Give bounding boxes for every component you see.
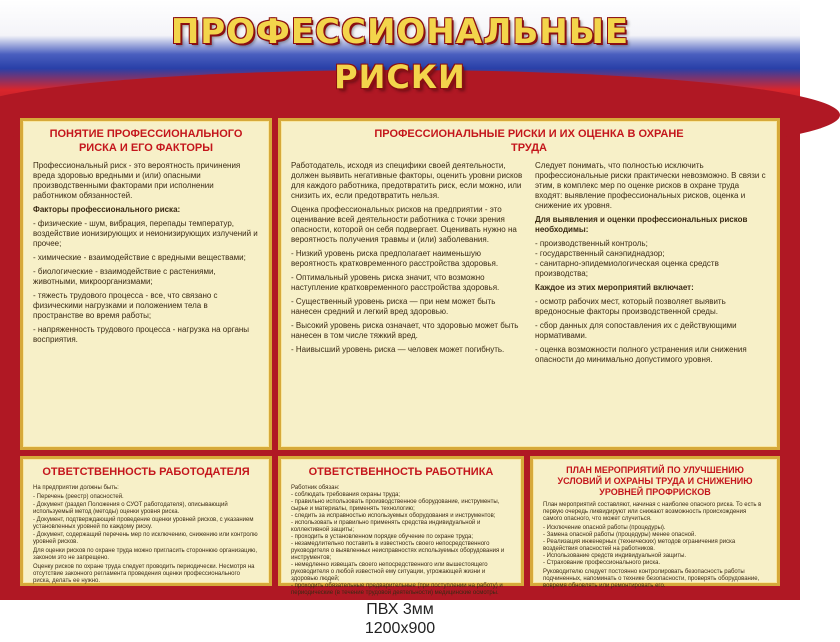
paragraph: - Наивысший уровень риска — человек может погибнуть. xyxy=(291,345,505,354)
paragraph: - тяжесть трудового процесса - все, что связано с физическими нагрузками и положением тела в пространстве во время работы; xyxy=(33,291,218,320)
panel-text xyxy=(33,161,259,345)
paragraph: - Страхование профессионального риска. xyxy=(543,560,661,566)
paragraph: - сбор данных для сопоставления их с действующими нормативами. xyxy=(535,321,737,340)
paragraph: - производственный контроль; xyxy=(535,239,648,248)
board-title-line2: РИСКИ xyxy=(334,58,466,96)
paragraph: - Исключение опасной работы (процедуры). xyxy=(543,525,666,531)
paragraph: - Высокий уровень риска означает, что здоровью может быть нанесен в том числе тяжкий вред. xyxy=(291,321,519,340)
material-label: ПВХ 3мм xyxy=(366,601,434,618)
paragraph: Следует понимать, что полностью исключить профессиональные риски практически невозможно. В связи с этим, в комплекс мер по оценке рисков в охране труда входят: выявление профессиональных рисков, оценка и снижение их уровня. xyxy=(535,161,766,210)
paragraph: - Использование средств индивидуальной защиты. xyxy=(543,553,687,559)
paragraph: План мероприятий составляют, начиная с наиболее опасного риска. То есть в первую очередь ликвидируют или снижают возможность происхождения самого опасного, что может случиться. xyxy=(543,502,762,522)
paragraph: - Оптимальный уровень риска значит, что возможно наступление кратковременного расстройства здоровья. xyxy=(291,273,500,292)
paragraph: Работник обязан: xyxy=(291,485,340,491)
paragraph: Профессиональный риск - это вероятность причинения вреда здоровью вредными и (или) опасными производственными факторами при исполнении работником обязанностей. xyxy=(33,161,241,200)
paragraph: - проходить обязательные предварительные (при поступлении на работу) и периодические (в течение трудовой деятельности) медицинские осмотры. xyxy=(291,583,503,596)
paragraph: - оценка возможности полного устранения или снижения опасности до минимально допустимого уровня. xyxy=(535,345,747,364)
product-caption xyxy=(0,600,800,642)
panel-heading: ПРОФЕССИОНАЛЬНЫЕ РИСКИ И ИХ ОЦЕНКА В ОХРАНЕ ТРУДА xyxy=(374,128,684,154)
paragraph: - незамедлительно поставить в известность своего непосредственного руководителя о выявленных неисправностях используемых оборудования и инструментов; xyxy=(291,541,505,561)
paragraph: - правильно использовать производственное оборудование, инструменты, сырье и материалы, применять технологию; xyxy=(291,499,500,512)
column-left xyxy=(291,161,523,369)
panel-heading: ПЛАН МЕРОПРИЯТИЙ ПО УЛУЧШЕНИЮ УСЛОВИЙ И ОХРАНЫ ТРУДА И СНИЖЕНИЮ УРОВНЕЙ ПРОФРИСКОВ xyxy=(557,465,753,497)
paragraph: - Низкий уровень риска предполагает наименьшую вероятность кратковременного расстройства здоровья. xyxy=(291,249,499,268)
paragraph: - соблюдать требования охраны труда; xyxy=(291,492,401,498)
paragraph: - Документ, подтверждающий проведение оценки уровней рисков, с указанием установленных уровней по каждому риску. xyxy=(33,517,254,530)
board-title-line1: ПРОФЕССИОНАЛЬНЫЕ xyxy=(170,12,630,52)
paragraph: - Существенный уровень риска — при нем может быть нанесен средний и легкий вред здоровью. xyxy=(291,297,496,316)
panel-text xyxy=(33,485,259,585)
panel-employer-responsibility xyxy=(20,456,272,586)
panel-worker-responsibility xyxy=(278,456,524,596)
panel-text xyxy=(543,502,767,590)
panel-text xyxy=(291,485,511,597)
panel-heading: ОТВЕТСТВЕННОСТЬ РАБОТНИКА xyxy=(308,466,494,478)
panel-risk-concept xyxy=(20,118,272,450)
paragraph: Для выявления и оценки профессиональных рисков необходимы: xyxy=(535,215,748,234)
paragraph: - Документ (раздел Положения о СУОТ работодателя), описывающий используемый метод (методы) оценки уровня риска. xyxy=(33,502,228,515)
size-label: 1200х900 xyxy=(364,620,436,637)
panel-columns xyxy=(291,161,767,369)
paragraph: - проходить в установленном порядке обучение по охране труда; xyxy=(291,534,474,540)
paragraph: - немедленно извещать своего непосредственного или вышестоящего руководителя о любой известной ему ситуации, угрожающей жизни и здоровью людей; xyxy=(291,562,488,582)
paragraph: - Замена опасной работы (процедуры) менее опасной. xyxy=(543,532,696,538)
paragraph: - физические - шум, вибрация, перепады температур, воздействие ионизирующих и неионизирующих излучений и прочее; xyxy=(33,219,258,248)
panel-risk-assessment xyxy=(278,118,780,450)
paragraph: Оценка профессиональных рисков на предприятии - это оценивание всей деятельности работника с точки зрения опасности, которой он себя подвергает. Оценивать нужно на вероятность получения травмы и (или) заболевания. xyxy=(291,205,517,244)
paragraph: На предприятии должны быть: xyxy=(33,485,119,491)
paragraph: Руководителю следует постоянно контролировать безопасность работы подчиненных, напоминать о технике безопасности, проверять оборудование, вовремя обновлять или ремонтировать его. xyxy=(543,569,760,589)
paragraph: - использовать и правильно применять средства индивидуальной и коллективной защиты; xyxy=(291,520,481,533)
column-right xyxy=(535,161,767,369)
paragraph: - Реализация инженерных (технических) методов ограничения риска воздействия опасностей на работников. xyxy=(543,539,736,552)
paragraph: Факторы профессионального риска: xyxy=(33,205,181,214)
paragraph: - санитарно-эпидемиологическая оценка средств производства; xyxy=(535,259,719,278)
paragraph: Каждое из этих мероприятий включает: xyxy=(535,283,694,292)
paragraph: Работодатель, исходя из специфики своей деятельности, должен выявить негативные факторы, оценить уровни рисков для каждого работника, предотвратить риск, если можно, или снизить их, если предотвратить нельзя. xyxy=(291,161,523,200)
paragraph: - Перечень (реестр) опасностей. xyxy=(33,494,124,500)
paragraph: - химические - взаимодействие с вредными веществами; xyxy=(33,253,246,262)
paragraph: - следить за исправностью используемых оборудования и инструментов; xyxy=(291,513,496,519)
paragraph: Оценку рисков по охране труда следует проводить периодически. Несмотря на отсутствие законного регламента проведения оценки профессионального риска, делать ее нужно. xyxy=(33,564,255,584)
paragraph: - Документ, содержащий перечень мер по исключению, снижению или контролю уровней рисков. xyxy=(33,532,258,545)
paragraph: - осмотр рабочих мест, который позволяет выявить вредоносные факторы производственной среды. xyxy=(535,297,726,316)
paragraph: - биологические - взаимодействие с растениями, животными, микроорганизмами; xyxy=(33,267,216,286)
panel-action-plan xyxy=(530,456,780,589)
paragraph: Для оценки рисков по охране труда можно пригласить стороннюю организацию, законом это не запрещено. xyxy=(33,548,258,561)
paragraph: - государственный санэпиднадзор; xyxy=(535,249,665,258)
paragraph: - напряженность трудового процесса - нагрузка на органы восприятия. xyxy=(33,325,250,344)
panel-heading: ПОНЯТИЕ ПРОФЕССИОНАЛЬНОГО РИСКА И ЕГО ФАКТОРЫ xyxy=(49,128,243,154)
panel-heading: ОТВЕТСТВЕННОСТЬ РАБОТОДАТЕЛЯ xyxy=(42,466,250,478)
